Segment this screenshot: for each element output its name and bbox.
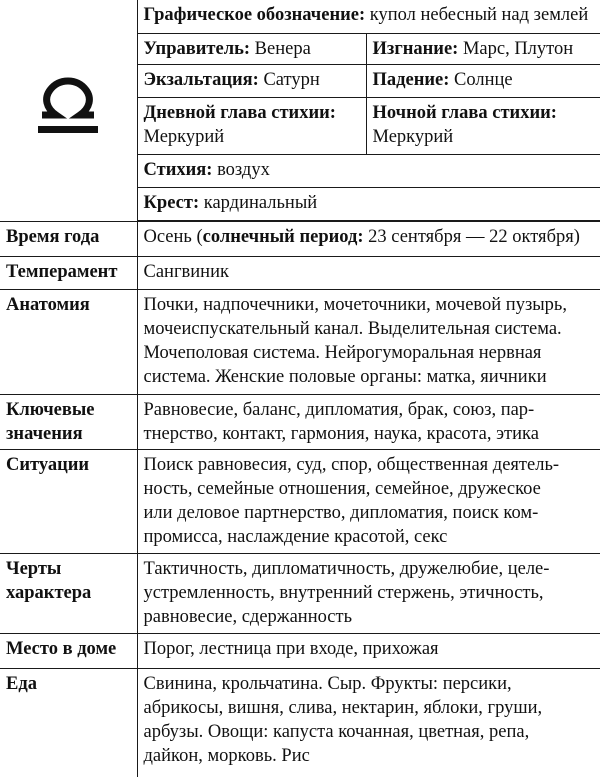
ruler-value: Венера	[250, 38, 311, 59]
keywords-value-cell	[137, 394, 600, 449]
food-line: абрикосы, вишня, слива, нектарин, яблоки, груши,	[143, 697, 543, 718]
house-value-cell	[137, 633, 600, 668]
situations-line: или деловое партнерство, дипломатия, поиск ком-	[143, 502, 539, 523]
cross-value: кардинальный	[199, 192, 318, 213]
house-label: Место в доме	[6, 638, 117, 659]
season-value-bold: солнечный период:	[202, 226, 364, 247]
keywords-line: тнерство, контакт, гармония, наука, красота, этика	[143, 423, 539, 444]
anatomy-line: мочеиспускательный канал. Выделительная система.	[143, 318, 562, 339]
temperament-label-cell	[0, 256, 137, 289]
situations-label-cell	[0, 449, 137, 553]
graphic-symbol-value: купол небесный над землей	[365, 5, 589, 25]
cross-label: Крест:	[143, 192, 200, 213]
keywords-label-cell	[0, 394, 137, 449]
traits-line: равновесие, сдержанность	[143, 606, 353, 627]
season-value-end: 23 сентября — 22 октября)	[363, 226, 580, 247]
season-label: Время года	[6, 226, 100, 247]
season-value-cell	[137, 221, 600, 256]
temperament-value: Сангвиник	[143, 261, 229, 282]
night-ruler-label: Ночной глава стихии:	[372, 102, 557, 123]
element-cell	[137, 154, 600, 187]
traits-line: устремленность, внутренний стержень, этичность,	[143, 582, 544, 603]
graphic-symbol-label: Графическое обозначение:	[143, 5, 366, 25]
food-value-cell	[137, 668, 600, 777]
food-line: дайкон, морковь. Рис	[143, 745, 310, 766]
element-label: Стихия:	[143, 159, 213, 180]
house-value: Порог, лестница при входе, прихожая	[143, 638, 439, 659]
food-line: арбузы. Овощи: капуста кочанная, цветная, репа,	[143, 721, 530, 742]
food-line: Свинина, крольчатина. Сыр. Фрукты: персики,	[143, 673, 512, 694]
temperament-value-cell	[137, 256, 600, 289]
ruler-cell	[137, 33, 366, 64]
exile-cell	[366, 33, 600, 64]
night-ruler-value: Меркурий	[372, 126, 454, 147]
traits-label-cell	[0, 553, 137, 633]
food-label: Еда	[6, 673, 37, 694]
situations-line: Поиск равновесия, суд, спор, общественная деятель-	[143, 454, 560, 475]
situations-label: Ситуации	[6, 454, 90, 475]
situations-line: ность, семейные отношения, семейное, дружеское	[143, 478, 541, 499]
day-ruler-label: Дневной глава стихии:	[143, 102, 336, 123]
graphic-symbol-cell	[137, 0, 600, 33]
traits-line: Тактичность, дипломатичность, дружелюбие, целе-	[143, 558, 550, 579]
fall-label: Падение:	[372, 69, 450, 90]
exaltation-label: Экзальтация:	[143, 69, 259, 90]
anatomy-line: Мочеполовая система. Нейрогуморальная нервная	[143, 342, 542, 363]
anatomy-line: система. Женские половые органы: матка, яичники	[143, 366, 547, 387]
day-ruler-value: Меркурий	[143, 126, 225, 147]
exile-value: Марс, Плутон	[458, 38, 574, 59]
day-ruler-cell	[137, 97, 366, 154]
exaltation-cell	[137, 64, 366, 97]
libra-symbol-cell	[0, 0, 137, 221]
situations-value-cell	[137, 449, 600, 553]
fall-cell	[366, 64, 600, 97]
anatomy-label-cell	[0, 289, 137, 394]
situations-line: промисса, наслаждение красотой, секс	[143, 526, 448, 547]
exaltation-value: Сатурн	[258, 69, 320, 90]
exile-label: Изгнание:	[372, 38, 459, 59]
libra-sign-icon	[28, 72, 108, 142]
ruler-label: Управитель:	[143, 38, 251, 59]
element-value: воздух	[212, 159, 270, 180]
fall-value: Солнце	[449, 69, 513, 90]
season-label-cell	[0, 221, 137, 256]
food-label-cell	[0, 668, 137, 777]
traits-value-cell	[137, 553, 600, 633]
traits-label-line: характера	[6, 582, 92, 603]
temperament-label: Темперамент	[6, 261, 118, 282]
night-ruler-cell	[366, 97, 600, 154]
house-label-cell	[0, 633, 137, 668]
keywords-line: Равновесие, баланс, дипломатия, брак, союз, пар-	[143, 399, 535, 420]
keywords-label-line: значения	[6, 423, 83, 444]
anatomy-label: Анатомия	[6, 294, 90, 315]
traits-label-line: Черты	[6, 558, 62, 579]
cross-cell	[137, 187, 600, 220]
anatomy-line: Почки, надпочечники, мочеточники, мочевой пузырь,	[143, 294, 567, 315]
season-value-start: Осень (	[143, 226, 203, 247]
keywords-label-line: Ключевые	[6, 399, 95, 420]
anatomy-value-cell	[137, 289, 600, 394]
